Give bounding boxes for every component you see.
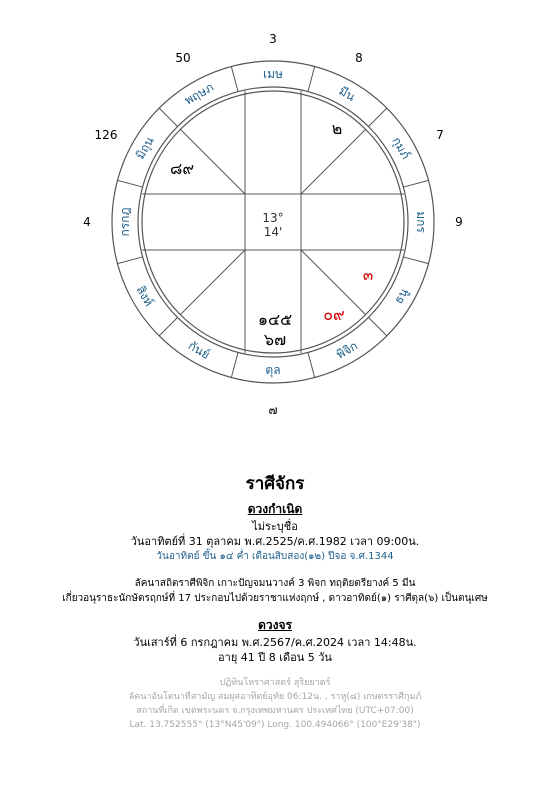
subject-name: ไม่ระบุชื่อ (252, 520, 298, 533)
birth-section (0, 500, 550, 606)
ring-spoke (117, 180, 142, 187)
outer-number-right: 9 (455, 215, 463, 229)
ring-spoke (231, 352, 238, 377)
ring-spoke (308, 66, 315, 91)
center-degree: 13° (262, 211, 284, 225)
footer (0, 676, 550, 732)
sign-label-mesa: เมษ (263, 67, 283, 81)
planets-mithuna: ๘๙ (169, 159, 195, 178)
sign-label-vrishabha: พฤษภ (182, 80, 216, 108)
footer-line-3: สถานที่เกิด เขตพระนคร จ.กรุงเทพมหานคร ประเทศไทย (UTC+07:00) (136, 706, 414, 716)
ring-spoke (159, 317, 177, 335)
center-minute: 14' (263, 225, 283, 239)
birth-date: วันอาทิตย์ที่ 31 ตุลาคม พ.ศ.2525/ค.ศ.1982 เวลา 09:00น. (130, 535, 420, 548)
ring-spoke (231, 66, 238, 91)
transit-date: วันเสาร์ที่ 6 กรกฎาคม พ.ศ.2567/ค.ศ.2024 เวลา 14:48น. (133, 636, 417, 649)
lagna-line: ลัคนาสถิตราศีพิจิก เกาะปัญจมนวางค์ 3 พิจก ทฤติยตรียางค์ 5 มีน (134, 578, 416, 589)
planets-tula-line1: ๑๔๕ (257, 310, 293, 329)
footer-line-4: Lat. 13.752555° (13°N45'09") Long. 100.494066° (100°E29'38") (129, 720, 421, 730)
ring-spoke (403, 180, 428, 187)
sign-label-dhanu: ธนู (391, 285, 412, 307)
planets-vrischika: ๐๙ (323, 305, 345, 324)
age: อายุ 41 ปี 8 เดือน 5 วัน (218, 651, 332, 664)
sign-label-makara: มกร (414, 211, 428, 233)
outer-number-top-left: 50 (175, 51, 191, 65)
sign-label-vrischika: พิจิก (333, 338, 361, 362)
birth-heading: ดวงกำเนิด (247, 502, 303, 516)
sign-label-kumbha: กุมภ์ (389, 134, 414, 162)
lunar-date: วันอาทิตย์ ขึ้น ๑๔ ค่ำ เดือนสิบสอง(๑๒) ปีจอ จ.ศ.1344 (156, 551, 394, 562)
ring-spoke (368, 108, 386, 126)
outer-number-top-right: 8 (355, 51, 363, 65)
sign-label-mina: มีน (336, 83, 358, 104)
outer-number-left: 4 (83, 215, 91, 229)
sign-label-karkata: กรกฎ (118, 207, 132, 237)
ring-spoke (403, 257, 428, 264)
ring-spoke (117, 257, 142, 264)
sign-label-mithuna: มิถุน (132, 134, 157, 162)
planets-tula-line2: ๖๗ (263, 330, 287, 349)
ring-spoke (308, 352, 315, 377)
ring-spoke (368, 317, 386, 335)
page-title: ราศีจักร (245, 474, 305, 494)
ring-spoke (159, 108, 177, 126)
planets-mina: ๒ (331, 119, 343, 138)
outer-number-top: 3 (269, 32, 277, 46)
outer-number-bottom: ๗ (268, 403, 278, 417)
transit-section (0, 616, 550, 665)
sign-label-tula: ตุล (265, 363, 281, 377)
transit-heading: ดวงจร (258, 618, 292, 632)
outer-number-right-upper: 7 (436, 128, 444, 142)
planets-dhanu: ๓ (362, 266, 374, 284)
sign-label-simha: สิงห์ (133, 283, 157, 309)
outer-number-left-upper: 126 (94, 128, 118, 142)
footer-line-1: ปฏิทินโหราศาสตร์ สุริยยาตร์ (219, 678, 331, 688)
sign-label-kanya: กันย์ (185, 338, 213, 362)
footer-line-2: ลัคนาอันโตนาทีสามัญ สมผุสอาทิตย์อุทัย 06:12น. , ราหู(๘) เกษตรราศีกุมภ์ (128, 692, 422, 702)
nakshatra-line: เกี่ยวอนุราธะนักษัตรฤกษ์ที่ 17 ประกอบไปด้วยราชาแห่งฤกษ์ , ดาวอาทิตย์(๑) ราศีตุล(๖) เป็นตนุเศษ (62, 593, 488, 604)
